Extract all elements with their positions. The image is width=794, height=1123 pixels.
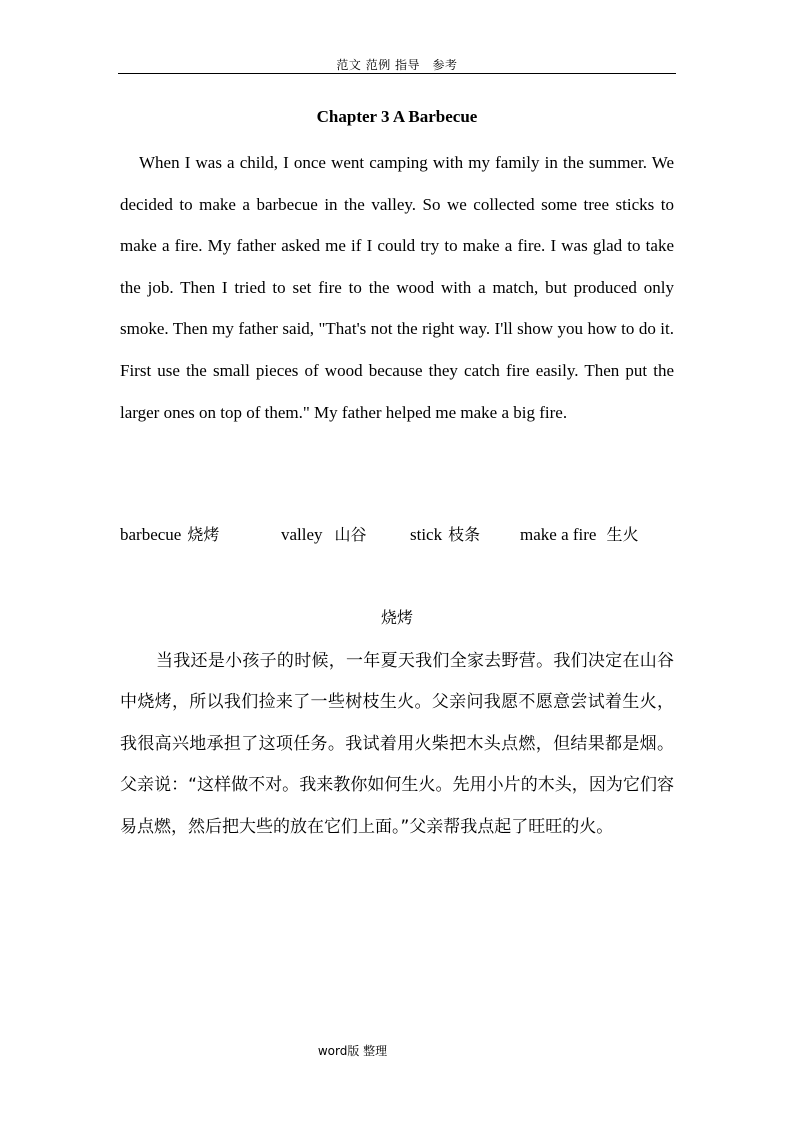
vocab-term: valley	[281, 525, 323, 544]
vocab-translation: 枝条	[448, 525, 481, 544]
chinese-passage: 当我还是小孩子的时候，一年夏天我们全家去野营。我们决定在山谷中烧烤，所以我们捡来了一些树枝生火。父亲问我愿不愿意尝试着生火，我很高兴地承担了这项任务。我试着用火柴把木头点燃，但结果都是烟。父亲说：“这样做不对。我来教你如何生火。先用小片的木头，因为它们容易点燃，然后把大些的放在它们上面。”父亲帮我点起了旺旺的火。	[120, 651, 674, 837]
vocab-term: stick	[410, 525, 443, 544]
page-footer: word版 整理	[317, 1044, 388, 1058]
vocab-item	[520, 522, 638, 545]
english-passage: When I was a child, I once went camping with my family in the summer. We decided to make a barbecue in the valley. So we collected some tree sticks to make a fire. My father asked me if I could try to make a fire. I was glad to take the job. Then I tried to set fire to the wood with a match, but produced only smoke. Then my father said, "That's not the right way. I'll show you how to do it. First use the small pieces of wood because they catch fire easily. Then put the larger ones on top of them." My father helped me make a big fire.	[120, 153, 674, 422]
vocab-translation: 生火	[606, 525, 639, 544]
translation-title: 烧烤	[380, 608, 413, 627]
vocab-item	[120, 522, 219, 545]
vocab-item	[410, 522, 480, 545]
vocab-item	[281, 522, 367, 545]
vocab-translation: 烧烤	[187, 525, 220, 544]
vocab-term: barbecue	[120, 525, 182, 544]
chapter-title: Chapter 3 A Barbecue	[316, 107, 478, 126]
header-divider	[118, 73, 676, 74]
page-header: 范文 范例 指导 参考	[336, 58, 458, 72]
vocabulary-list	[120, 522, 676, 546]
vocab-term: make a fire	[520, 525, 597, 544]
vocab-translation: 山谷	[334, 525, 367, 544]
